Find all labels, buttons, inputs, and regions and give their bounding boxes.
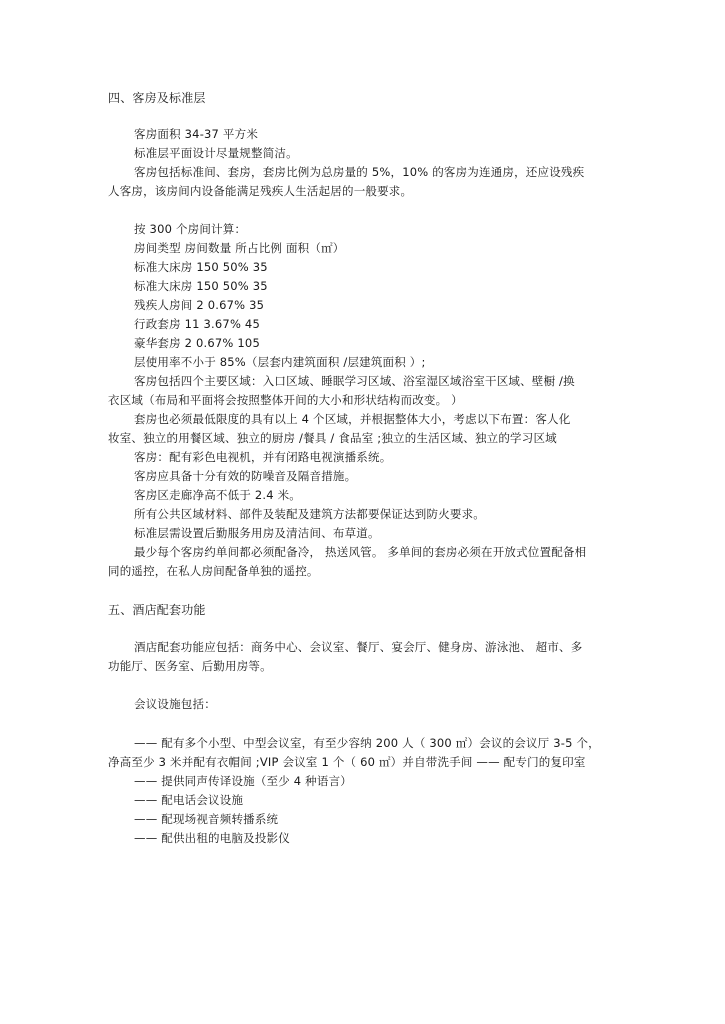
- calc-basis-line: 按 300 个房间计算：: [134, 222, 247, 236]
- facilities-line-cont: 功能厅、医务室、后勤用房等。: [108, 659, 272, 673]
- meeting-item: —— 提供同声传译设施（至少 4 种语言）: [134, 774, 352, 788]
- room-area-line: 客房面积 34-37 平方米: [134, 127, 259, 141]
- meeting-facilities-heading: 会议设施包括：: [134, 697, 216, 711]
- meeting-item: —— 配电话会议设施: [134, 793, 244, 807]
- room-table-row: 标准大床房 150 50% 35: [134, 279, 268, 293]
- room-table-row: 残疾人房间 2 0.67% 35: [134, 298, 265, 312]
- section-5-title: 五、酒店配套功能: [108, 603, 206, 617]
- floor-plan-line: 标准层平面设计尽量规整简洁。: [134, 146, 298, 160]
- room-types-line: 客房包括标准间、套房，套房比例为总房量的 5%，10% 的客房为连通房，还应设残疾: [134, 165, 585, 179]
- room-zones-line: 客房包括四个主要区域：入口区域、睡眠学习区域、浴室湿区域浴室干区域、壁橱 /换: [134, 374, 575, 388]
- room-zones-line-cont: 衣区域（布局和平面将会按照整体开间的大小和形状结构而改变。 ）: [108, 393, 463, 407]
- hvac-line: 最少每个客房约单间都必须配备冷， 热送风管。 多单间的套房必须在开放式位置配备相: [134, 545, 587, 559]
- corridor-height-line: 客房区走廊净高不低于 2.4 米。: [134, 488, 301, 502]
- accessible-room-line: 人客房，该房间内设备能满足残疾人生活起居的一般要求。: [108, 184, 413, 198]
- section-4-title: 四、客房及标准层: [108, 91, 206, 105]
- meeting-item-cont: 净高至少 3 米并配有衣帽间 ;VIP 会议室 1 个（ 60 ㎡）并自带洗手间 —— 配专门的复印室: [108, 755, 586, 769]
- meeting-item: —— 配有多个小型、中型会议室，有至少容纳 200 人（ 300 ㎡）会议的会议厅 3-5 个，: [134, 736, 600, 750]
- suite-zones-line: 套房也必须最低限度的具有以上 4 个区域，并根据整体大小，考虑以下布置：客人化: [134, 412, 571, 426]
- room-table-row: 豪华套房 2 0.67% 105: [134, 336, 260, 350]
- fireproof-line: 所有公共区域材料、部件及装配及建筑方法都要保证达到防火要求。: [134, 507, 485, 521]
- usage-rate-line: 层使用率不小于 85%（层套内建筑面积 /层建筑面积 ）;: [134, 355, 426, 369]
- tv-line: 客房：配有彩色电视机，并有闭路电视演播系统。: [134, 450, 392, 464]
- suite-zones-line-cont: 妆室、独立的用餐区域、独立的厨房 /餐具 / 食品室 ;独立的生活区域、独立的学习区域: [108, 431, 557, 445]
- room-table-header: 房间类型 房间数量 所占比例 面积（㎡）: [134, 241, 345, 255]
- meeting-item: —— 配现场视音频转播系统: [134, 812, 279, 826]
- room-table-row: 标准大床房 150 50% 35: [134, 260, 268, 274]
- soundproof-line: 客房应具备十分有效的防噪音及隔音措施。: [134, 469, 357, 483]
- meeting-item: —— 配供出租的电脑及投影仪: [134, 831, 290, 845]
- facilities-line: 酒店配套功能应包括：商务中心、会议室、餐厅、宴会厅、健身房、游泳池、 超市、多: [134, 640, 583, 654]
- room-table-row: 行政套房 11 3.67% 45: [134, 317, 260, 331]
- hvac-line-cont: 同的遥控，在私人房间配备单独的遥控。: [108, 564, 319, 578]
- service-rooms-line: 标准层需设置后勤服务用房及清洁间、布草道。: [134, 526, 380, 540]
